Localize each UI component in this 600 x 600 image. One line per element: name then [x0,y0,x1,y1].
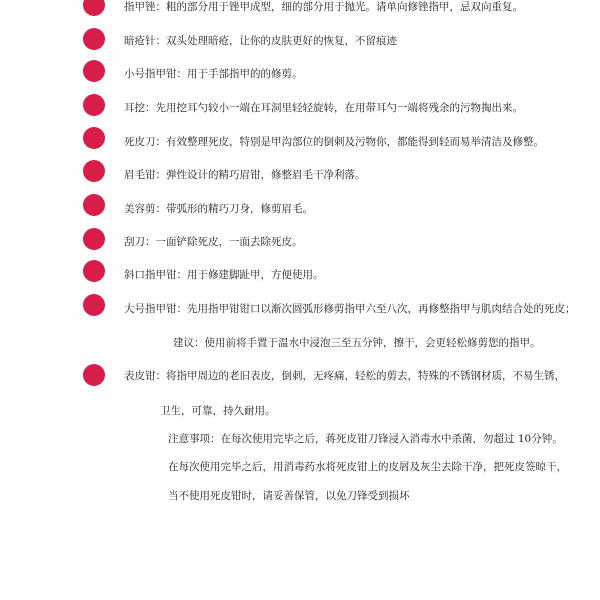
bullet-dot [83,194,105,216]
item-text: 大号指甲钳：先用指甲钳钳口以渐次圆弧形修剪指甲六至八次，再修整指甲与肌肉结合处的死皮； [124,303,576,315]
bullet-dot [83,364,105,386]
item-text: 死皮刀：有效整理死皮，特别是甲沟部位的倒刺及污物你，都能得到轻而易举清洁及修整。 [124,136,544,148]
suggestion-text: 建议：使用前将手置于温水中浸泡三至五分钟，擦干，会更轻松修剪您的指甲。 [173,337,541,349]
item-text: 耳挖：先用挖耳勺较小一端在耳洞里轻轻旋转，在用带耳勺一端将残余的污物掏出来。 [124,102,523,114]
bullet-dot [83,228,105,250]
notes-line: 在每次使用完毕之后，用消毒药水将死皮钳上的皮屑及灰尘去除干净，把死皮签晾干， [168,461,567,473]
notes-line: 注意事项：在每次使用完毕之后，蒋死皮钳刀锋浸入消毒水中杀菌，勿超过 10分钟。 [168,433,563,445]
item-text: 小号指甲钳：用于手部指甲的的修剪。 [124,68,303,80]
bullet-dot [83,294,105,316]
item-text: 美容剪：带弧形的精巧刀身，修剪眉毛。 [124,203,313,215]
bullet-dot [83,28,105,50]
item-text: 斜口指甲钳：用于修建脚趾甲，方便使用。 [124,269,324,281]
item-text: 刮刀：一面铲除死皮，一面去除死皮。 [124,236,303,248]
bullet-dot [83,60,105,82]
item-text: 指甲锉：粗的部分用于锉甲成型，细的部分用于抛光。请单向修锉指甲，忌双向重复。 [124,1,523,13]
notes-line: 当不使用死皮钳时，请妥善保管，以免刀锋受到损坏 [168,490,410,502]
bullet-dot [83,0,105,16]
item-text: 表皮钳：将指甲周边的老旧表皮，倒刺，无疼痛，轻松的剪去，特殊的不锈钢材质，不易生锈， [124,370,565,382]
item-text: 暗疮针：双头处理暗疮，让你的皮肤更好的恢复，不留痕迹 [124,35,397,47]
bullet-dot [83,127,105,149]
item-text: 眉毛钳：弹性设计的精巧眉钳，修整眉毛干净利落。 [124,169,366,181]
bullet-dot [83,94,105,116]
bullet-dot [83,160,105,182]
bullet-dot [83,260,105,282]
continuation-text: 卫生，可靠，持久耐用。 [160,405,276,417]
